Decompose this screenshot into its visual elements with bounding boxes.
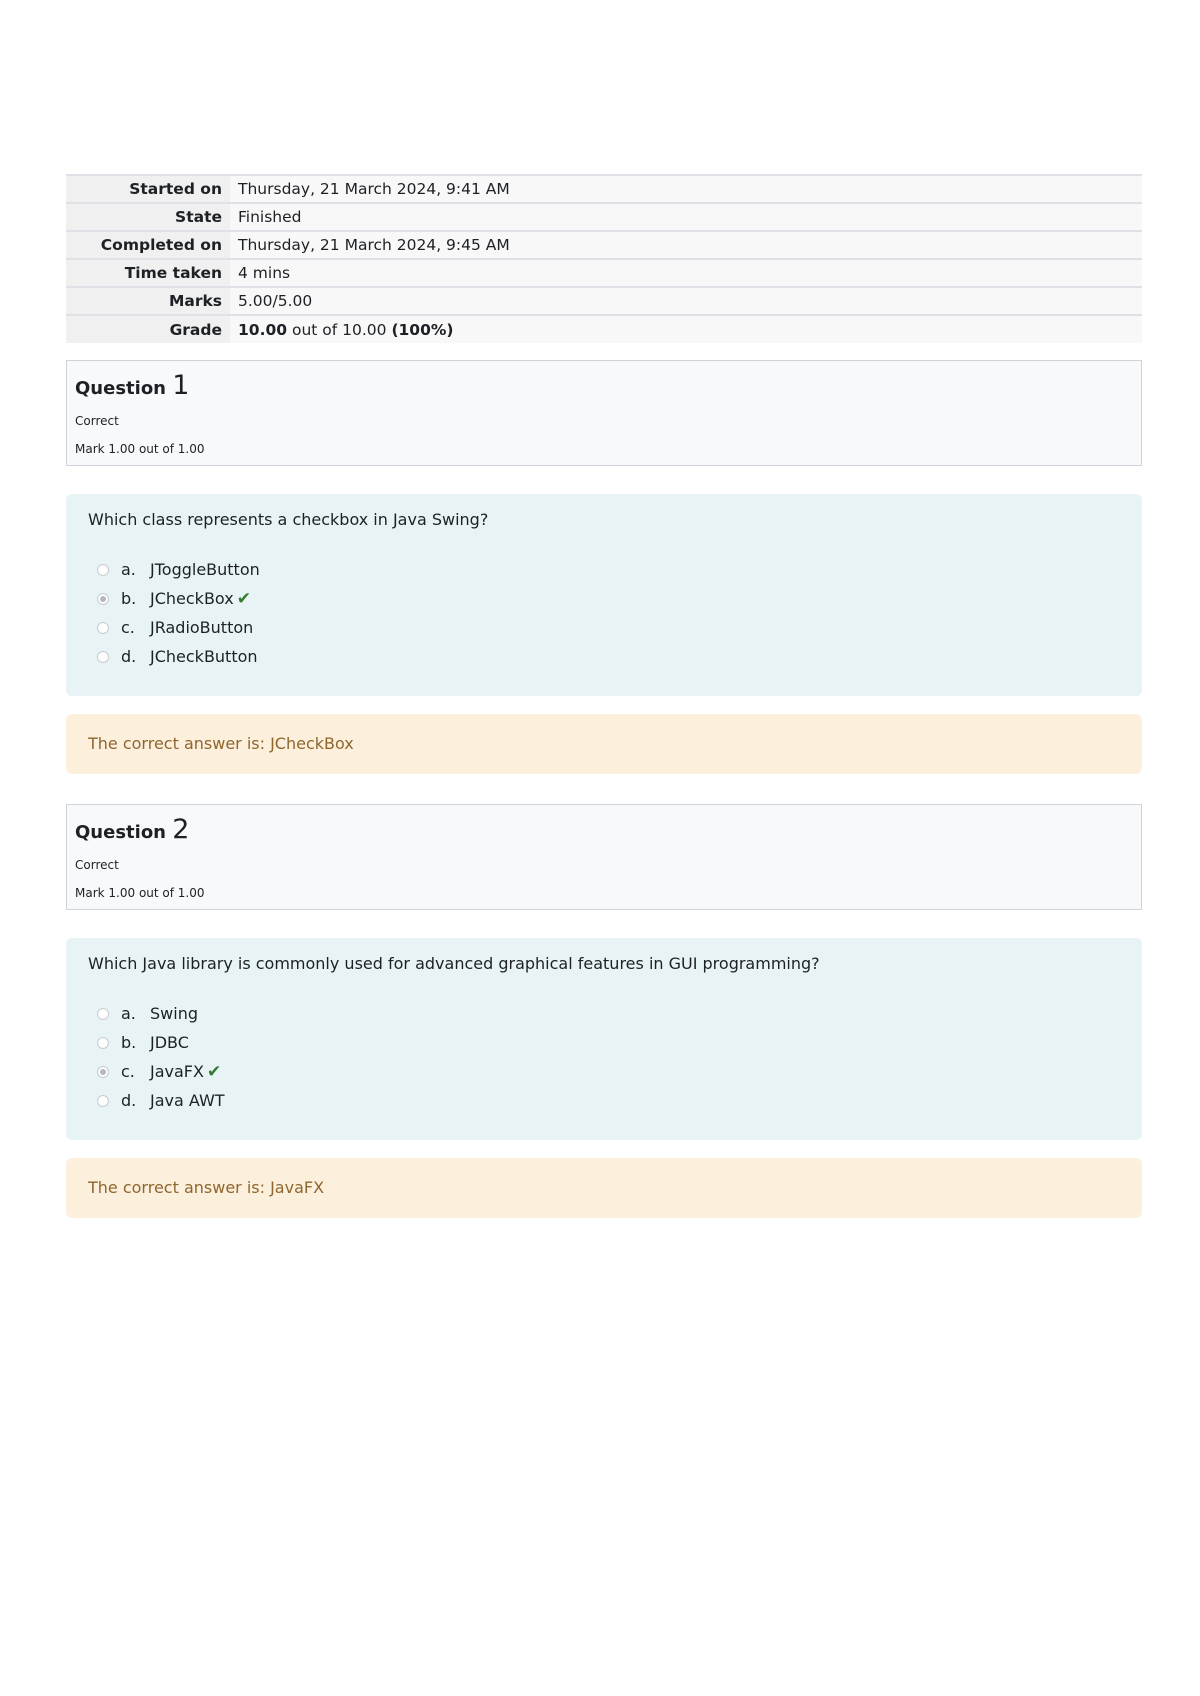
answer-letter: d.: [121, 647, 137, 666]
answer-radio[interactable]: [97, 564, 109, 576]
question-title: [75, 371, 1133, 404]
grade-percent: (100%): [391, 320, 454, 339]
summary-value: Thursday, 21 March 2024, 9:45 AM: [230, 231, 1142, 259]
summary-row-marks: [66, 287, 1142, 315]
question-state: Correct: [75, 858, 119, 872]
question-title-text: Question: [75, 822, 166, 843]
question-text: Which Java library is commonly used for advanced graphical features in GUI programming?: [88, 954, 820, 973]
answer-radio[interactable]: [97, 651, 109, 663]
answer-radio[interactable]: [97, 1008, 109, 1020]
summary-row-time-taken: [66, 259, 1142, 287]
check-icon: ✔: [236, 588, 251, 609]
answer-option-a: [97, 999, 1120, 1028]
answer-letter: a.: [121, 560, 136, 579]
answer-text: JToggleButton: [150, 560, 260, 579]
question-number: 2: [172, 814, 190, 845]
answer-option-a: [97, 555, 1120, 584]
answer-letter: a.: [121, 1004, 136, 1023]
answer-letter: d.: [121, 1091, 137, 1110]
answer-radio[interactable]: [97, 593, 109, 605]
correct-answer-feedback: The correct answer is: JCheckBox: [66, 714, 1142, 774]
question-info: [66, 360, 1142, 466]
answer-radio[interactable]: [97, 622, 109, 634]
answer-letter: b.: [121, 1033, 137, 1052]
question-mark: Mark 1.00 out of 1.00: [75, 442, 205, 456]
answer-list: [88, 999, 1120, 1115]
summary-value: 4 mins: [230, 259, 1142, 287]
question-content: [66, 494, 1142, 696]
question-title-text: Question: [75, 378, 166, 399]
question-2: [66, 804, 1142, 1218]
question-state: Correct: [75, 414, 119, 428]
question-content: [66, 938, 1142, 1140]
check-icon: ✔: [206, 1061, 222, 1082]
summary-label: State: [66, 203, 230, 231]
answer-text: JCheckButton: [150, 647, 258, 666]
quiz-review-page: [66, 174, 1142, 1218]
answer-option-d: [97, 642, 1120, 671]
summary-row-completed: [66, 231, 1142, 259]
answer-radio[interactable]: [97, 1095, 109, 1107]
question-title: [75, 815, 1133, 848]
summary-value: 5.00/5.00: [230, 287, 1142, 315]
answer-text: Java AWT: [150, 1091, 225, 1110]
answer-letter: c.: [121, 618, 135, 637]
grade-score: 10.00: [238, 320, 288, 339]
grade-out-of: out of 10.00: [287, 320, 392, 339]
answer-text: Swing: [150, 1004, 198, 1023]
summary-row-started: [66, 175, 1142, 203]
question-text: Which class represents a checkbox in Java Swing?: [88, 510, 489, 529]
summary-label: Marks: [66, 287, 230, 315]
answer-option-c: [97, 1057, 1120, 1086]
answer-list: [88, 555, 1120, 671]
answer-option-c: [97, 613, 1120, 642]
answer-text: JCheckBox: [150, 589, 234, 608]
answer-text: JRadioButton: [150, 618, 254, 637]
answer-option-b: [97, 584, 1120, 613]
question-number: 1: [172, 370, 190, 401]
summary-label: Time taken: [66, 259, 230, 287]
question-1: [66, 360, 1142, 774]
summary-label: Grade: [66, 315, 230, 343]
answer-option-b: [97, 1028, 1120, 1057]
summary-label: Started on: [66, 175, 230, 203]
answer-radio[interactable]: [97, 1037, 109, 1049]
summary-value: Finished: [230, 203, 1142, 231]
question-info: [66, 804, 1142, 910]
summary-row-grade: [66, 315, 1142, 343]
summary-row-state: [66, 203, 1142, 231]
answer-text: JavaFX: [150, 1062, 204, 1081]
summary-value: [230, 315, 1142, 343]
answer-radio[interactable]: [97, 1066, 109, 1078]
correct-answer-feedback: The correct answer is: JavaFX: [66, 1158, 1142, 1218]
summary-value: Thursday, 21 March 2024, 9:41 AM: [230, 175, 1142, 203]
answer-letter: c.: [121, 1062, 135, 1081]
answer-text: JDBC: [150, 1033, 189, 1052]
answer-letter: b.: [121, 589, 137, 608]
summary-label: Completed on: [66, 231, 230, 259]
question-mark: Mark 1.00 out of 1.00: [75, 886, 205, 900]
attempt-summary-table: [66, 174, 1142, 343]
answer-option-d: [97, 1086, 1120, 1115]
